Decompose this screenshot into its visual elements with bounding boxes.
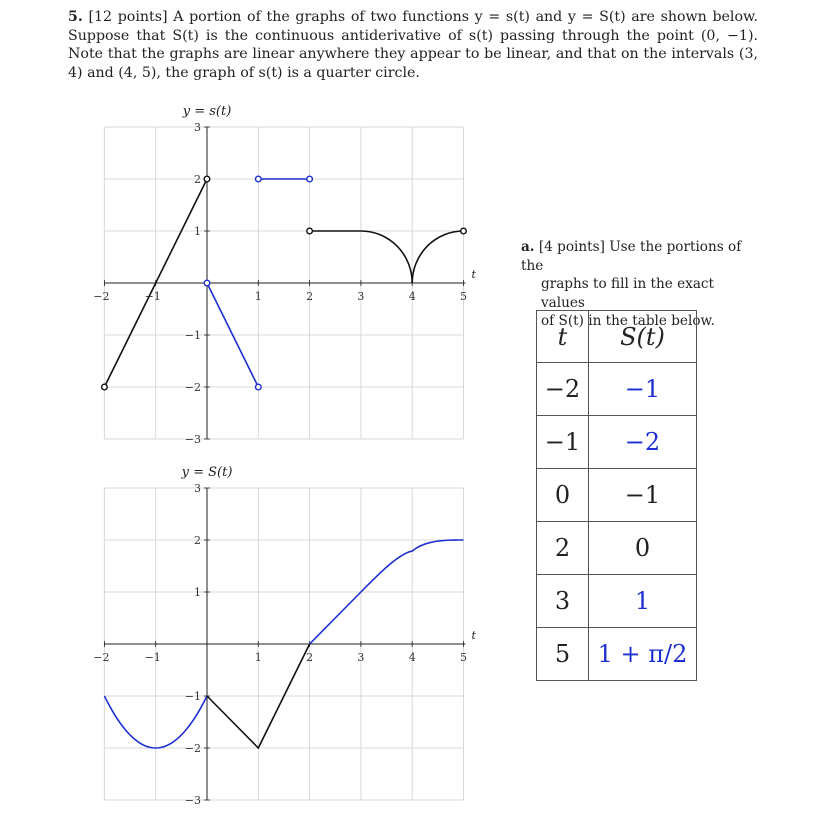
table-header xyxy=(537,311,697,363)
y-tick-label: 3 xyxy=(194,482,201,495)
open-endpoint xyxy=(204,280,210,286)
part-a-label: a. xyxy=(521,239,535,255)
open-endpoint xyxy=(255,176,261,182)
x-tick-label: 4 xyxy=(408,290,416,303)
x-tick-label: −1 xyxy=(144,651,161,664)
header-t: t xyxy=(537,311,589,363)
problem-line-1: A portion of the graphs of two functions y = s(t) and y = S(t) are shown below. Suppose xyxy=(68,9,758,44)
x-tick-label: 3 xyxy=(357,290,365,303)
x-tick-label: −1 xyxy=(144,290,161,303)
cell-t: 2 xyxy=(537,522,589,575)
open-endpoint xyxy=(204,176,210,182)
cell-t: 0 xyxy=(537,469,589,522)
axis-label-t: t xyxy=(471,268,476,281)
open-endpoint xyxy=(461,228,467,234)
graph-title: y = s(t) xyxy=(182,104,232,119)
x-tick-label: 4 xyxy=(408,651,416,664)
y-tick-label: 1 xyxy=(194,225,201,238)
s-quarter-circle-2 xyxy=(412,231,463,283)
x-tick-label: 1 xyxy=(254,290,262,303)
open-endpoint xyxy=(307,176,313,182)
problem-line-2: that S(t) is the continuous antiderivative of s(t) passing through the point (0, −1). Note that the xyxy=(68,27,758,62)
s-quarter-circle-1 xyxy=(361,231,412,283)
y-tick-label: 1 xyxy=(194,586,201,599)
y-tick-label: −3 xyxy=(184,794,201,807)
cell-t: 3 xyxy=(537,575,589,628)
x-tick-label: 1 xyxy=(254,651,262,664)
cell-t: −1 xyxy=(537,416,589,469)
cell-t: −2 xyxy=(537,363,589,416)
axis-label-t: t xyxy=(471,629,476,642)
x-tick-label: 2 xyxy=(306,290,314,303)
part-a-points: [4 points] xyxy=(538,239,605,255)
y-tick-label: 2 xyxy=(194,534,201,547)
part-a-line-3: of S(t) in the table below. xyxy=(541,313,715,329)
x-tick-label: 5 xyxy=(460,651,467,664)
x-tick-label: 3 xyxy=(357,651,365,664)
open-endpoint xyxy=(102,384,108,390)
open-endpoint xyxy=(255,384,261,390)
open-endpoint xyxy=(307,228,313,234)
x-tick-label: 5 xyxy=(460,290,467,303)
cell-t: 5 xyxy=(537,628,589,681)
y-tick-label: −3 xyxy=(184,433,201,446)
part-a-line-1: Use the portions of the xyxy=(521,239,742,274)
cell-S[interactable]: 1 xyxy=(589,575,697,628)
values-table xyxy=(536,310,697,681)
table-row xyxy=(537,416,697,469)
y-tick-label: 3 xyxy=(194,121,201,134)
cell-S[interactable]: −2 xyxy=(589,416,697,469)
x-tick-label: 2 xyxy=(306,651,314,664)
graph-title: y = S(t) xyxy=(181,465,233,480)
problem-line-4: graph of s(t) is a quarter circle. xyxy=(193,64,420,81)
y-tick-label: −2 xyxy=(184,381,201,394)
table-row xyxy=(537,575,697,628)
table-row xyxy=(537,628,697,681)
header-S: S(t) xyxy=(589,311,697,363)
y-tick-label: −2 xyxy=(184,742,201,755)
cell-S: 0 xyxy=(589,522,697,575)
y-tick-label: −1 xyxy=(184,329,201,342)
y-tick-label: −1 xyxy=(184,690,201,703)
x-tick-label: −2 xyxy=(93,651,110,664)
cell-S[interactable]: 1 + π/2 xyxy=(589,628,697,681)
problem-number: 5. xyxy=(68,9,83,25)
problem-line-3: graphs are linear anywhere they appear to be linear, and that on the intervals (3, 4) and (4, 5), the xyxy=(68,46,758,81)
x-tick-label: −2 xyxy=(93,290,110,303)
part-a-line-2: graphs to fill in the exact values xyxy=(541,276,715,311)
y-tick-label: 2 xyxy=(194,173,201,186)
cell-S: −1 xyxy=(589,469,697,522)
problem-points: [12 points] xyxy=(88,9,168,25)
table-row xyxy=(537,363,697,416)
table-row xyxy=(537,469,697,522)
table-row xyxy=(537,522,697,575)
cell-S[interactable]: −1 xyxy=(589,363,697,416)
